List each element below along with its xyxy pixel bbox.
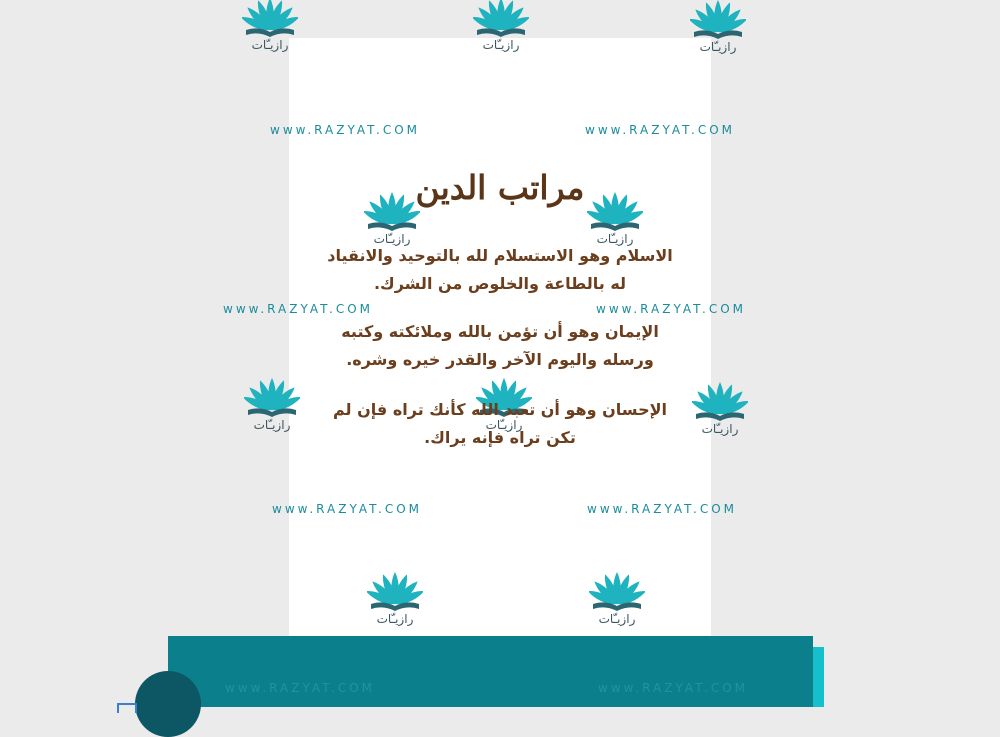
watermark-url: www.RAZYAT.COM — [596, 302, 747, 316]
watermark-logo-text: رازيـّات — [251, 38, 289, 52]
watermark-url: www.RAZYAT.COM — [587, 502, 738, 516]
watermark-logo-text: رازيـّات — [485, 418, 523, 432]
watermark-logo-text: رازيـّات — [701, 422, 739, 436]
open-book-icon — [367, 568, 423, 614]
watermark-logo — [587, 568, 647, 632]
open-book-icon — [244, 374, 300, 420]
watermark-logo-text: رازيـّات — [253, 418, 291, 432]
open-book-icon — [690, 0, 746, 42]
watermark-logo — [240, 0, 300, 58]
open-book-icon — [589, 568, 645, 614]
watermark-logo — [690, 378, 750, 442]
open-book-icon — [692, 378, 748, 424]
decorative-circle — [135, 671, 201, 737]
watermark-logo-text: رازيـّات — [596, 232, 634, 246]
watermark-url: www.RAZYAT.COM — [225, 681, 376, 695]
open-book-icon — [242, 0, 298, 40]
watermark-logo-text: رازيـّات — [373, 232, 411, 246]
paragraph-islam: الاسلام وهو الاستسلام لله بالتوحيد والانقياد له بالطاعة والخلوص من الشرك. — [327, 246, 673, 293]
page-title: مراتب الدين — [415, 168, 585, 207]
watermark-logo-text: رازيـّات — [699, 40, 737, 54]
footer-band-accent — [813, 647, 824, 707]
watermark-url: www.RAZYAT.COM — [598, 681, 749, 695]
watermark-url: www.RAZYAT.COM — [585, 123, 736, 137]
paragraph-iman: الإيمان وهو أن تؤمن بالله وملائكته وكتبه ورسله واليوم الآخر والقدر خيره وشره. — [341, 322, 659, 369]
watermark-url: www.RAZYAT.COM — [272, 502, 423, 516]
open-book-icon — [473, 0, 529, 40]
watermark-logo-text: رازيـّات — [376, 612, 414, 626]
watermark-logo — [471, 0, 531, 58]
watermark-logo-text: رازيـّات — [598, 612, 636, 626]
watermark-url: www.RAZYAT.COM — [270, 123, 421, 137]
watermark-logo — [688, 0, 748, 60]
watermark-url: www.RAZYAT.COM — [223, 302, 374, 316]
watermark-logo — [365, 568, 425, 632]
decorative-corner — [117, 703, 137, 713]
watermark-logo — [242, 374, 302, 438]
watermark-logo-text: رازيـّات — [482, 38, 520, 52]
footer-band — [168, 636, 813, 707]
paragraph-ihsan: الإحسان وهو أن تعبد الله كأنك تراه فإن لم تكن تراه فإنه يراك. — [333, 400, 667, 447]
